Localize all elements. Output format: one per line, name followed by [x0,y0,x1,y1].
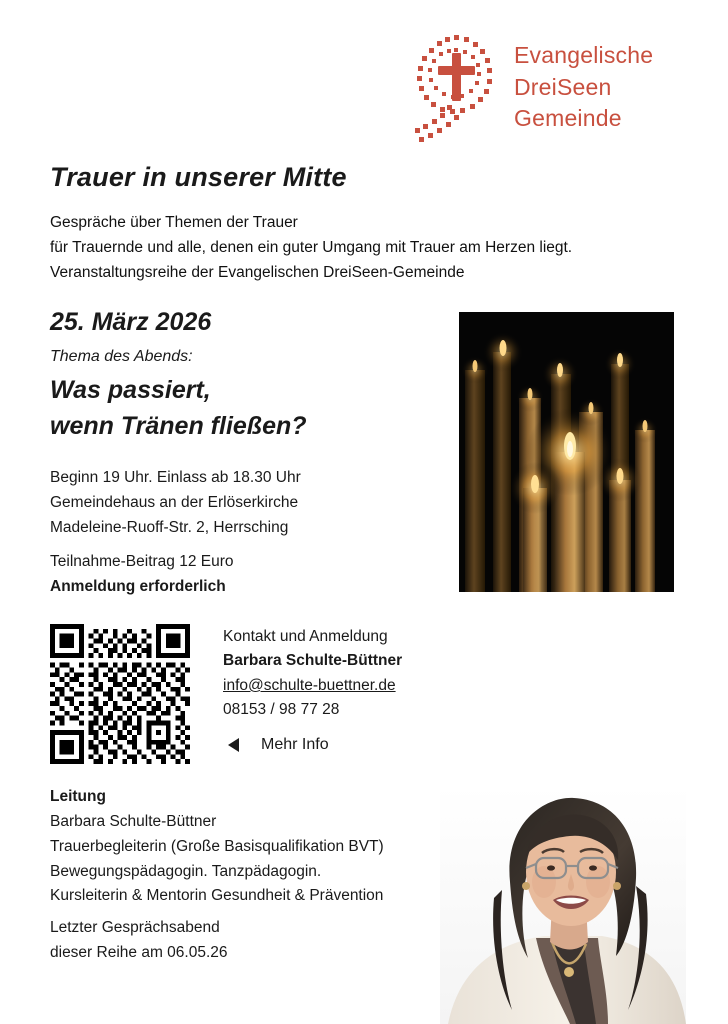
burning-candles-photo [459,312,674,592]
event-time: Beginn 19 Uhr. Einlass ab 18.30 Uhr [50,469,301,486]
page-title: Trauer in unserer Mitte [50,162,347,192]
theme-title [50,373,430,444]
event-registration-note: Anmeldung erforderlich [50,578,226,596]
intro-paragraph [50,210,670,285]
leitung-role-3: Kursleiterin & Mentorin Gesundheit & Prävention [50,887,384,905]
closing-line-1: Letzter Gesprächsabend [50,919,220,936]
contact-email-row[interactable] [223,674,402,698]
theme-label: Thema des Abends: [50,348,193,365]
event-fee-block [50,549,430,599]
logo-line-3: Gemeinde [514,105,622,132]
theme-title-line-1: Was passiert, [50,376,211,404]
contact-phone: 08153 / 98 77 28 [223,701,340,719]
organization-logo [410,30,690,145]
intro-line-3: Veranstaltungsreihe der Evangelischen DreiSeen-Gemeinde [50,264,465,282]
leitung-details [50,810,470,909]
portrait-barbara-schulte-buettner [440,786,686,1024]
event-date: 25. März 2026 [50,308,212,336]
closing-note [50,916,470,966]
qr-code[interactable] [50,624,190,764]
more-info-link[interactable] [228,736,329,754]
leitung-name: Barbara Schulte-Büttner [50,813,217,830]
leitung-role-2: Bewegungspädagogin. Tanzpädagogin. [50,862,322,880]
contact-name: Barbara Schulte-Büttner [223,652,403,670]
leitung-heading: Leitung [50,788,106,805]
play-triangle-left-icon [228,738,239,752]
event-fee: Teilnahme-Beitrag 12 Euro [50,553,234,570]
logo-line-1: Evangelische [514,41,654,68]
closing-line-2: dieser Reihe am 06.05.26 [50,943,228,961]
intro-line-2: für Trauernde und alle, denen ein guter Umgang mit Trauer am Herzen liegt. [50,239,573,257]
contact-heading: Kontakt und Anmeldung [223,628,388,645]
event-details [50,465,430,540]
leitung-role-1: Trauerbegleiterin (Große Basisqualifikation BVT) [50,837,384,855]
more-info-label: Mehr Info [261,736,329,753]
logo-line-2: DreiSeen [514,73,612,100]
contact-email-link[interactable]: info@schulte-buettner.de [223,676,396,694]
contact-block [223,625,402,723]
theme-title-line-2: wenn Tränen fließen? [50,411,307,440]
intro-line-1: Gespräche über Themen der Trauer [50,214,298,231]
event-venue: Gemeindehaus an der Erlöserkirche [50,494,299,512]
cross-in-circle-dots-icon [410,33,506,143]
logo-wordmark [514,40,653,135]
event-address: Madeleine-Ruoff-Str. 2, Herrsching [50,519,289,537]
